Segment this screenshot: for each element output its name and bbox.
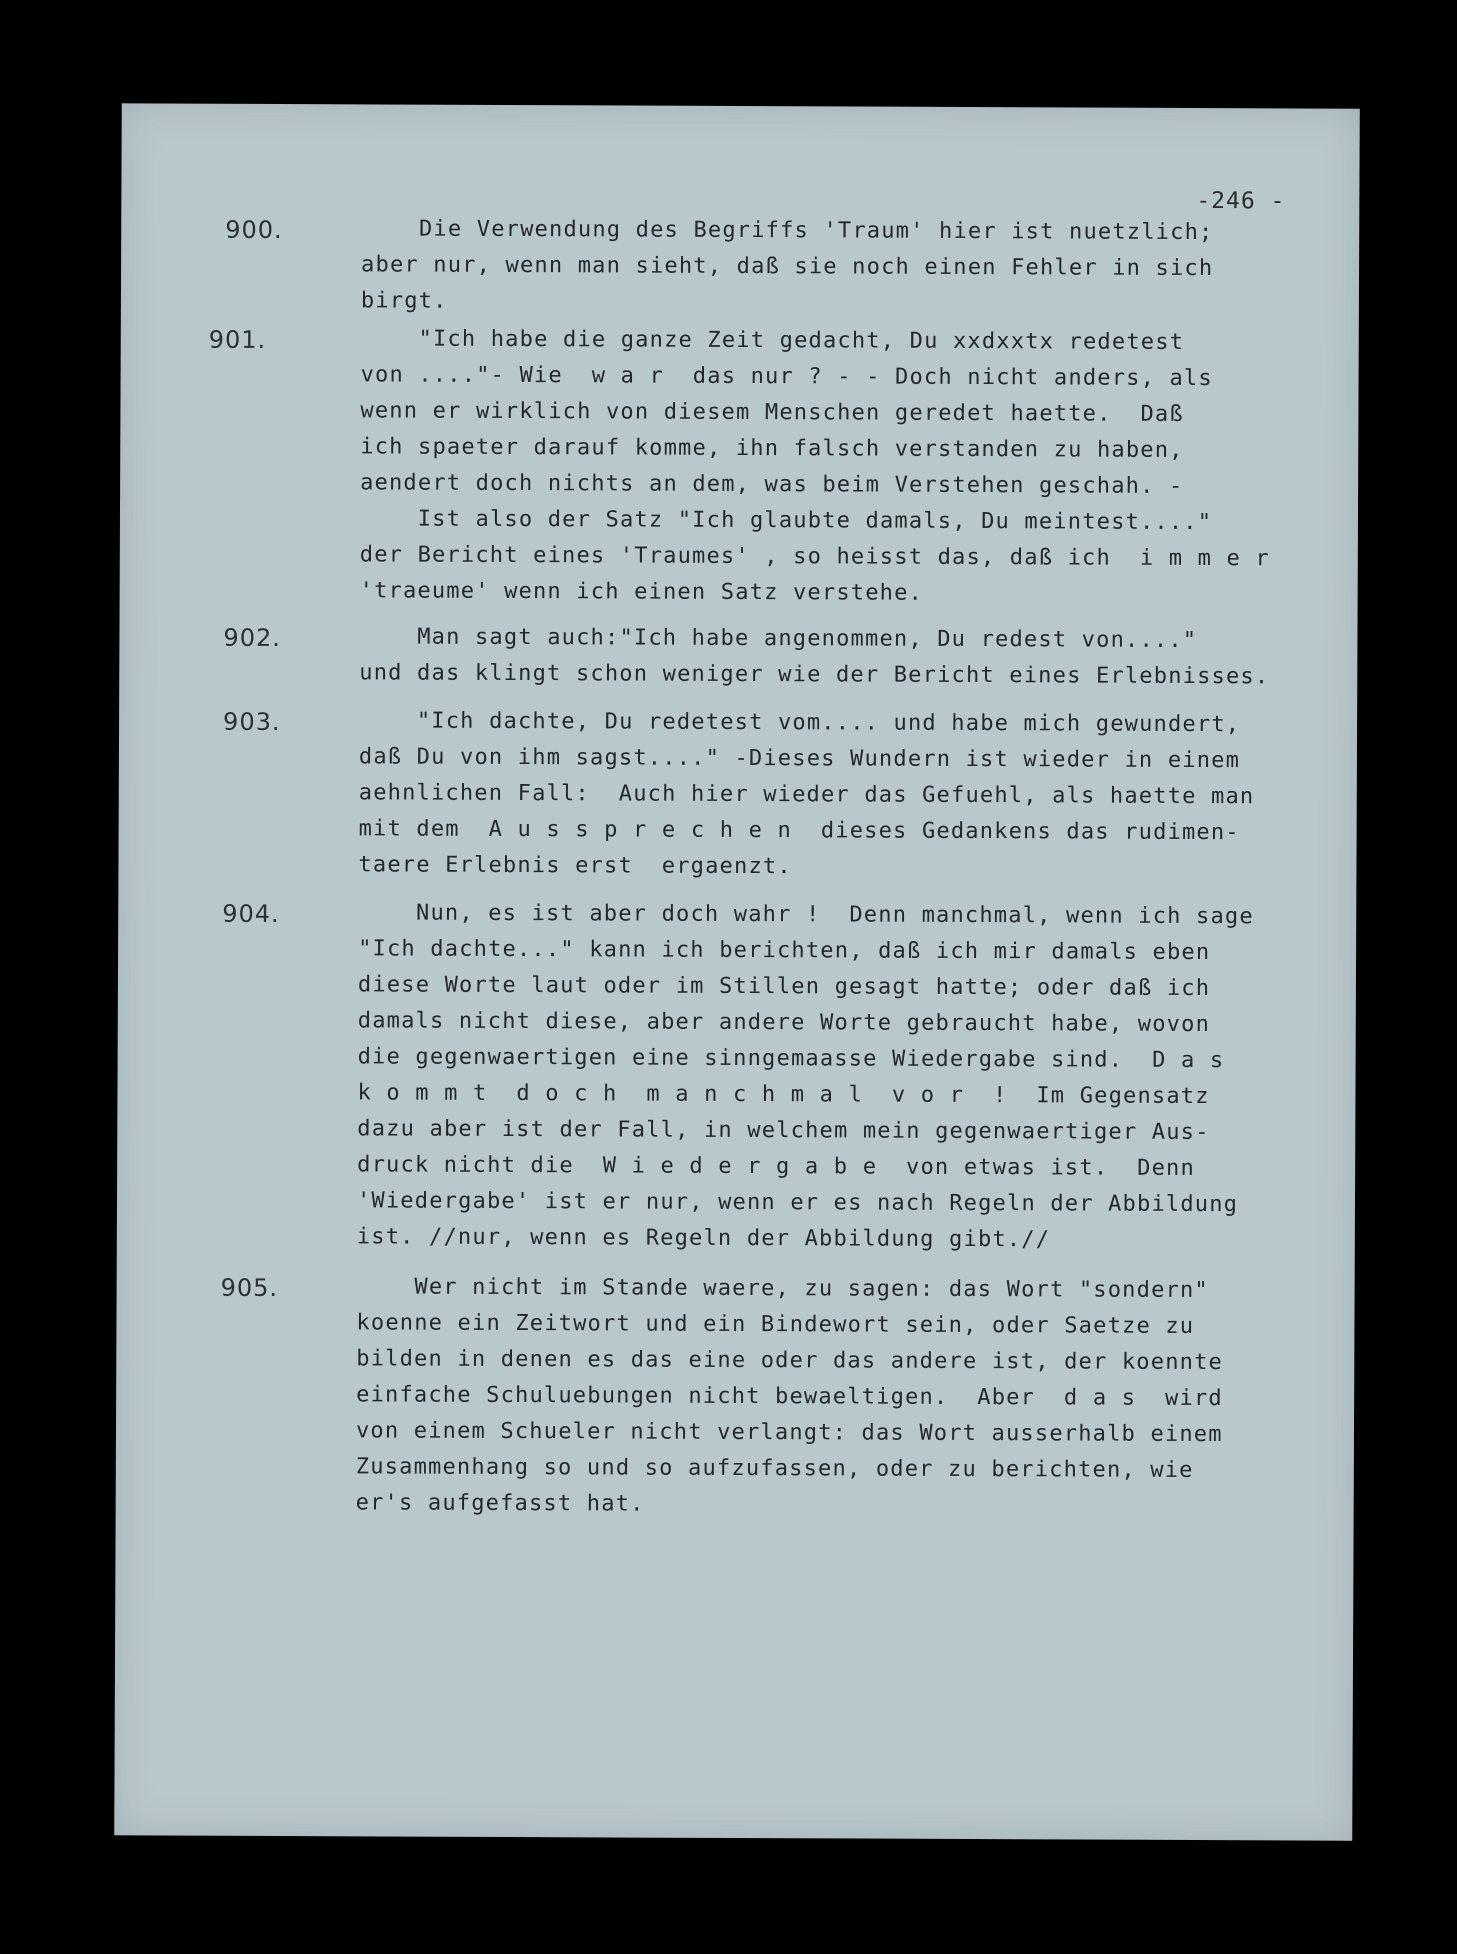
paragraph-903-line: taere Erlebnis erst ergaenzt. [358, 852, 792, 880]
paragraph-904-line: ist. //nur, wenn es Regeln der Abbildung gibt.// [356, 1224, 1051, 1253]
paragraph-905-line: er's aufgefasst hat. [355, 1490, 645, 1517]
paragraph-number-904: 904. [222, 899, 280, 929]
paragraph-904-line: 'Wiedergabe' ist er nur, wenn er es nach Regeln der Abbildung [356, 1188, 1239, 1218]
paragraph-900-line: birgt. [360, 288, 448, 314]
paragraph-903-line: "Ich dachte, Du redetest vom.... und habe mich gewundert, [359, 708, 1241, 738]
paragraph-904-line: damals nicht diese, aber andere Worte gebraucht habe, wovon [357, 1008, 1211, 1038]
paragraph-904-line: diese Worte laut oder im Stillen gesagt hatte; oder daß ich [357, 972, 1211, 1002]
paragraph-number-901: 901. [208, 325, 267, 354]
paragraph-number-903: 903. [223, 707, 281, 737]
typewritten-page [114, 103, 1360, 1840]
paragraph-905-line: einfache Schuluebungen nicht bewaeltigen. Aber d a s wird [356, 1382, 1223, 1412]
paragraph-903-line: daß Du von ihm sagst...." -Dieses Wundern ist wieder in einem [358, 744, 1241, 774]
paragraph-901-line: 'traeume' wenn ich einen Satz verstehe. [359, 578, 924, 606]
paragraph-904-line: "Ich dachte..." kann ich berichten, daß ich mir damals eben [358, 936, 1211, 966]
paragraph-905-line: von einem Schueler nicht verlangt: das Wort ausserhalb einem [355, 1418, 1223, 1448]
paragraph-903-line: aehnlichen Fall: Auch hier wieder das Gefuehl, als haette man [358, 780, 1255, 810]
paragraph-number-902: 902. [223, 623, 281, 653]
paragraph-904-line: k o m m t d o c h m a n c h m a l v o r ! Im Gegensatz [357, 1080, 1210, 1110]
paragraph-904-line: Nun, es ist aber doch wahr ! Denn manchmal, wenn ich sage [358, 900, 1254, 930]
paragraph-905-line: Zusammenhang so und so aufzufassen, oder zu berichten, wie [355, 1454, 1194, 1483]
paragraph-901-line: wenn er wirklich von diesem Menschen geredet haette. Daß [360, 398, 1184, 427]
paragraph-901-line: Ist also der Satz "Ich glaubte damals, Du meintest...." [359, 506, 1213, 536]
paragraph-905-line: koenne ein Zeitwort und ein Bindewort sein, oder Saetze zu [356, 1310, 1195, 1339]
paragraph-902-line: und das klingt schon weniger wie der Bericht eines Erlebnisses. [359, 660, 1270, 690]
page-number: -246 - [1196, 187, 1286, 215]
paragraph-901-line: "Ich habe die ganze Zeit gedacht, Du xxdxxtx redetest [360, 326, 1185, 355]
paragraph-904-line: die gegenwaertigen eine sinngemaasse Wiedergabe sind. D a s [357, 1044, 1225, 1074]
paragraph-905-line: Wer nicht im Stande waere, zu sagen: das Wort "sondern" [356, 1274, 1209, 1304]
paragraph-902-line: Man sagt auch:"Ich habe angenommen, Du redest von...." [359, 624, 1198, 654]
paragraph-901-line: der Bericht eines 'Traumes' , so heisst das, daß ich i m m e r [359, 542, 1270, 572]
paragraph-900-line: Die Verwendung des Begriffs 'Traum' hier ist nuetzlich; [361, 216, 1214, 246]
paragraph-904-line: dazu aber ist der Fall, in welchem mein gegenwaertiger Aus- [357, 1116, 1210, 1146]
paragraph-number-905: 905. [220, 1273, 279, 1303]
paragraph-number-900: 900. [225, 215, 283, 245]
paragraph-903-line: mit dem A u s s p r e c h e n dieses Gedankens das rudimen- [358, 816, 1240, 846]
paragraph-900-line: aber nur, wenn man sieht, daß sie noch einen Fehler in sich [361, 252, 1214, 282]
paragraph-901-line: von ...."- Wie w a r das nur ? - - Doch nicht anders, als [360, 362, 1213, 392]
paragraph-904-line: druck nicht die W i e d e r g a b e von etwas ist. Denn [357, 1152, 1196, 1181]
paragraph-901-line: ich spaeter darauf komme, ihn falsch verstanden zu haben, [360, 434, 1184, 463]
paragraph-905-line: bilden in denen es das eine oder das andere ist, der koennte [356, 1346, 1224, 1376]
paragraph-901-line: aendert doch nichts an dem, was beim Verstehen geschah. - [360, 470, 1184, 499]
